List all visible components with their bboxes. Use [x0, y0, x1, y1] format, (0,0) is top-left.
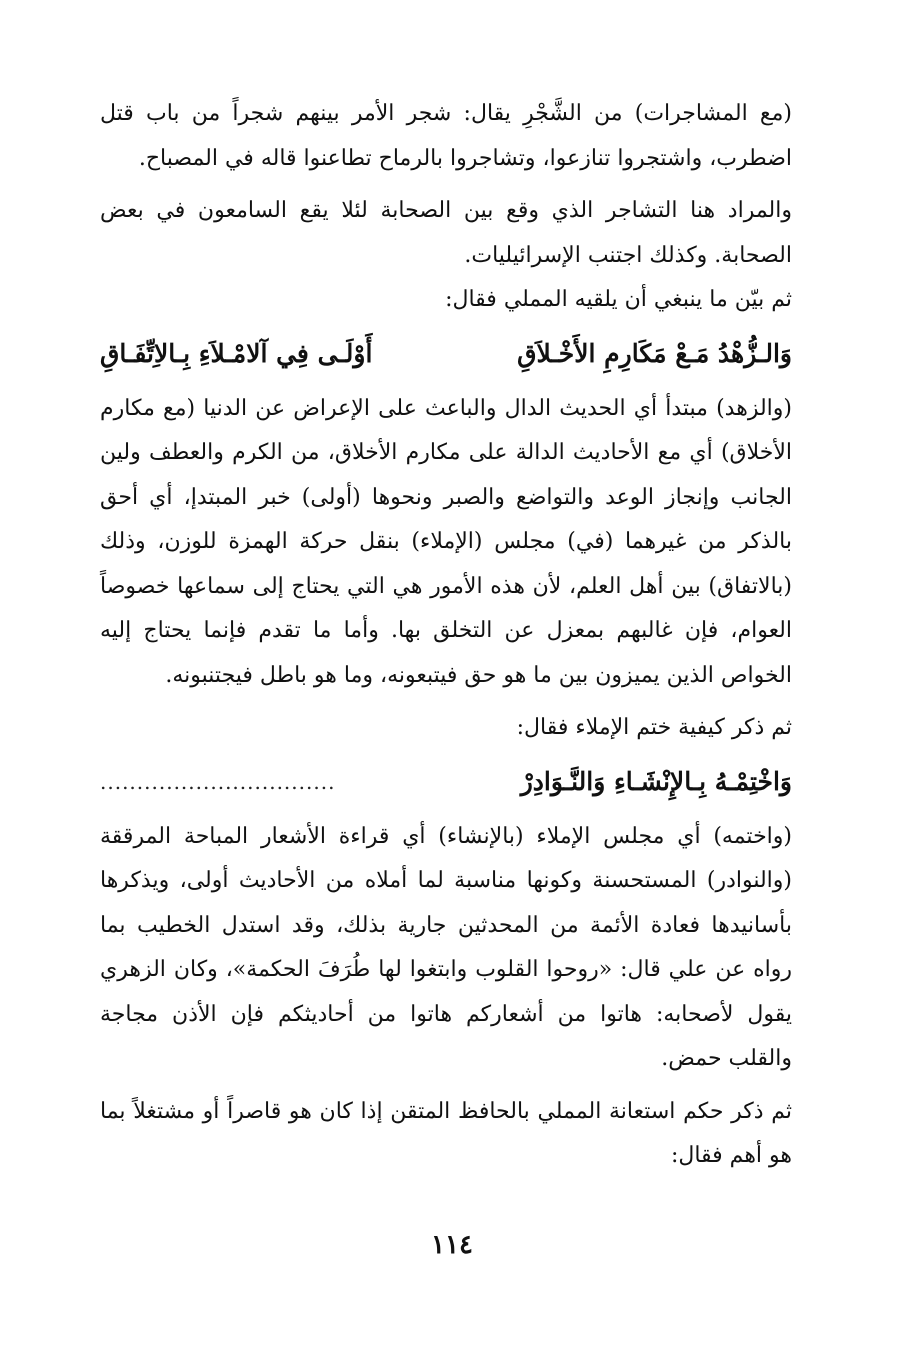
paragraph-zuhd-commentary: (والزهد) مبتدأ أي الحديث الدال والباعث على الإعراض عن الدنيا (مع مكارم الأخلاق) أي مع الأحاديث الدالة على مكارم الأخلاق، من الكرم والعطف ولين الجانب وإنجاز الوعد والتواضع والصبر ونحوها (أولى) خبر المبتدإ، أي أحق بالذكر من غيرهما (في) مجلس (الإملاء) بنقل حركة الهمزة للوزن، وذلك (بالاتفاق) بين أهل العلم، لأن هذه الأمور هي التي يحتاج إلى سماعها خصوصاً العوام، فإن غالبهم بمعزل عن التخلق بها. وأما ما تقدم فإنما يحتاج إليه الخواص الذين يميزون بين ما هو حق فيتبعونه، وما هو باطل فيجتنبونه. [100, 395, 792, 688]
page-number: ١١٤ [431, 1230, 473, 1260]
verse-zuhd-second-hemistich: أَوْلَـى فِي آلامْـلاَءِ بِـالاِتِّفَـاقِ [100, 338, 373, 368]
verse-zuhd [100, 329, 792, 379]
paragraph-khatm-commentary: (واختمه) أي مجلس الإملاء (بالإنشاء) أي قراءة الأشعار المباحة المرققة (والنوادر) المستحسنة وكونها مناسبة لما أملاه من الأحاديث أولى، ويذكرها بأسانيدها فعادة الأئمة من المحدثين جارية بذلك، وقد استدل الخطيب بما رواه عن علي قال: «روحوا القلوب وابتغوا لها طُرَفَ الحكمة»، وكان الزهري يقول لأصحابه: هاتوا من أشعاركم هاتوا من أحاديثكم فإن الأذن مجاجة والقلب حمض. [100, 823, 792, 1071]
paragraph-intro-verse1: ثم بيّن ما ينبغي أن يلقيه المملي فقال: [445, 287, 792, 312]
paragraph-intro-verse2: ثم ذكر كيفية ختم الإملاء فقال: [516, 715, 792, 740]
verse-khatm-first-hemistich: وَاخْتِمْـهُ بِـالإِنْشَـاءِ وَالنَّـوَادِرْ [520, 766, 792, 796]
verse-zuhd-first-hemistich: وَالـزُّهْدُ مَـعْ مَكَارِمِ الأَخْـلاَقِ [517, 338, 792, 368]
paragraph-tashajur: والمراد هنا التشاجر الذي وقع بين الصحابة لئلا يقع السامعون في بعض الصحابة. وكذلك اجتنب الإسرائيليات. [100, 198, 792, 268]
verse-khatm [100, 757, 792, 807]
page-body [100, 92, 792, 1179]
paragraph-istiana: ثم ذكر حكم استعانة المملي بالحافظ المتقن إذا كان هو قاصراً أو مشتغلاً بما هو أهم فقال: [100, 1098, 792, 1168]
verse-khatm-dots: ................................ [100, 769, 336, 794]
paragraph-mushajarat: (مع المشاجرات) من الشَّجْرِ يقال: شجر الأمر بينهم شجراً من باب قتل اضطرب، واشتجروا تنازعوا، وتشاجروا بالرماح تطاعنوا قاله في المصباح. [100, 101, 792, 171]
